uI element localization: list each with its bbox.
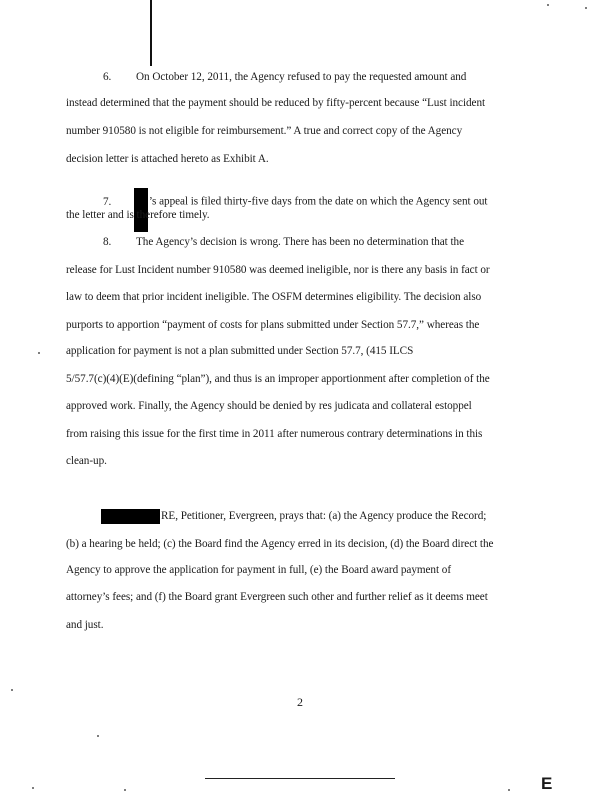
footer-rule	[205, 778, 395, 779]
prayer-line1: RE, Petitioner, Evergreen, prays that: (a) the Agency produce the Record;	[101, 509, 486, 524]
scan-speck	[585, 7, 587, 9]
para7-line1: 7. ’s appeal is filed thirty-five days from the date on which the Agency sent out	[66, 180, 487, 224]
prayer-line3: Agency to approve the application for payment in full, (e) the Board award payment of	[66, 564, 452, 576]
prayer-line4: attorney’s fees; and (f) the Board grant Evergreen such other and further relief as it deems meet	[66, 591, 488, 603]
para6-number: 6.	[103, 71, 112, 83]
para7-line2: the letter and is therefore timely.	[66, 209, 210, 221]
para8-line1: 8. The Agency’s decision is wrong. There has been no determination that the	[103, 236, 464, 248]
para8-line7: approved work. Finally, the Agency should be denied by res judicata and collateral estoppel	[66, 400, 472, 412]
para8-line3: law to deem that prior incident ineligible. The OSFM determines eligibility. The decision also	[66, 291, 482, 303]
para8-line5: application for payment is not a plan submitted under Section 57.7, (415 ILCS	[66, 345, 414, 357]
scan-speck	[547, 4, 549, 6]
para8-line8: from raising this issue for the first time in 2011 after numerous contrary determinations in this	[66, 428, 483, 440]
para8-line2: release for Lust Incident number 910580 was deemed ineligible, nor is there any basis in fact or	[66, 264, 490, 276]
scan-speck	[124, 789, 126, 791]
scan-speck	[38, 352, 40, 354]
para8-number: 8.	[103, 236, 112, 248]
scan-vertical-line	[150, 0, 152, 66]
page-number: 2	[297, 695, 303, 709]
scan-speck	[32, 787, 34, 789]
redaction-bar	[101, 509, 160, 524]
para7-number: 7.	[103, 195, 112, 208]
scan-speck	[11, 689, 13, 691]
para8-line6: 5/57.7(c)(4)(E)(defining “plan”), and thus is an improper apportionment after completion of the	[66, 373, 490, 385]
prayer-line2: (b) a hearing be held; (c) the Board find the Agency erred in its decision, (d) the Board direct the	[66, 538, 494, 550]
prayer-line5: and just.	[66, 619, 104, 631]
para6-line1: 6. On October 12, 2011, the Agency refused to pay the requested amount and	[103, 71, 467, 83]
para8-line4: purports to apportion “payment of costs for plans submitted under Section 57.7,” whereas the	[66, 319, 480, 331]
edge-mark: E	[541, 774, 553, 793]
para8-line9: clean-up.	[66, 455, 107, 467]
para6-line3: number 910580 is not eligible for reimbursement.” A true and correct copy of the Agency	[66, 125, 463, 137]
para6-line2: instead determined that the payment should be reduced by fifty-percent because “Lust incident	[66, 97, 486, 109]
scan-speck	[97, 735, 99, 737]
para6-line4: decision letter is attached hereto as Exhibit A.	[66, 153, 269, 165]
scan-speck	[508, 789, 510, 791]
